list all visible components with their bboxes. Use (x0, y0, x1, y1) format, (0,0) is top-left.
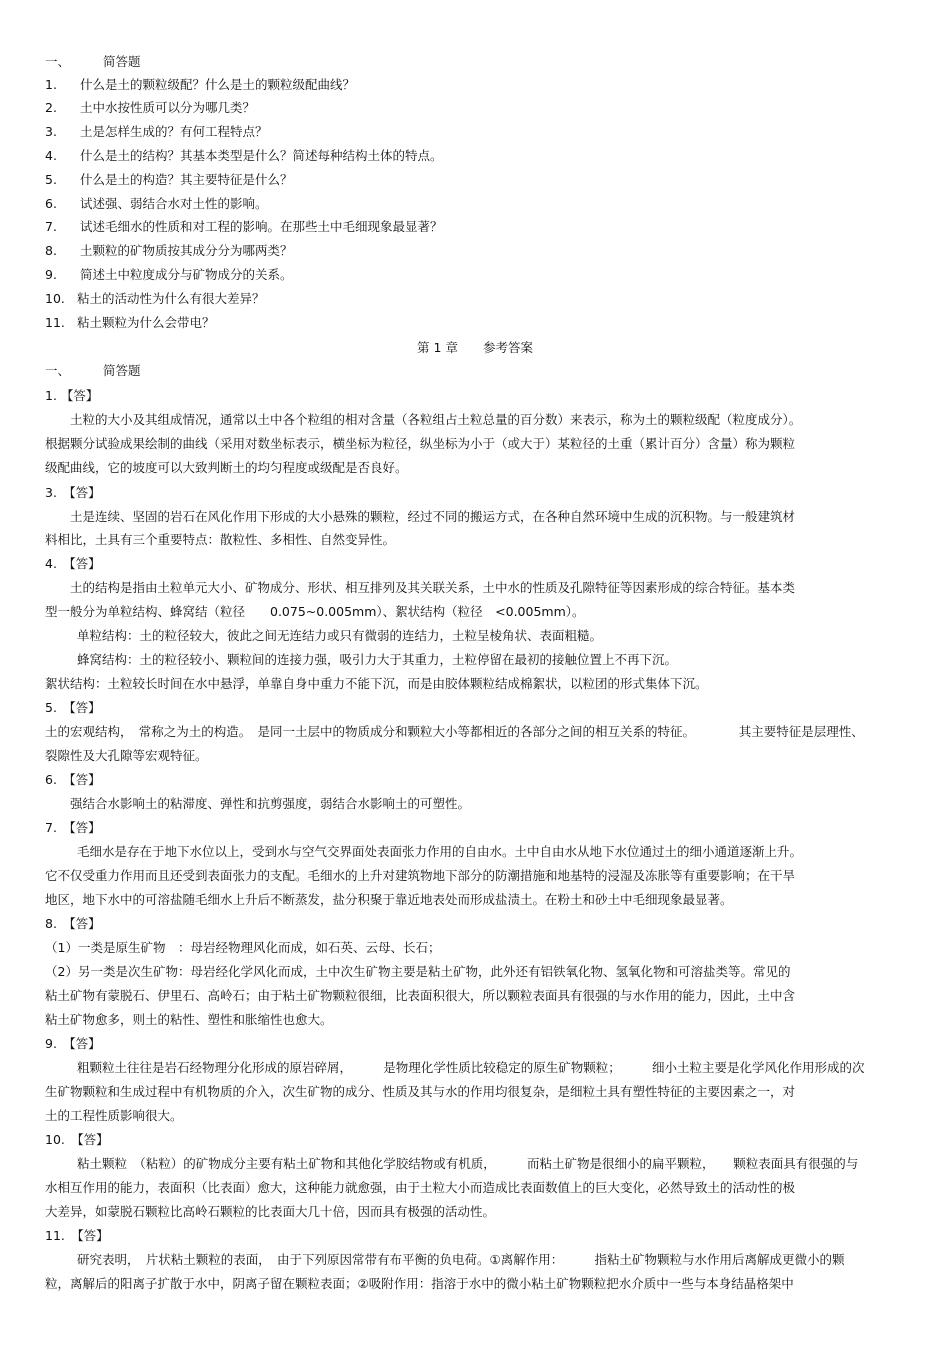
question-number: 3. (45, 124, 57, 139)
question-item (45, 76, 355, 94)
answer-text: 粒，离解后的阳离子扩散于水中，阴离子留在颗粒表面；②吸附作用：指溶于水中的微小粘土矿物颗粒把水介质中一些与本身结晶格架中 (45, 1276, 794, 1291)
answer-text: 裂隙性及大孔隙等宏观特征。 (45, 748, 208, 763)
answer-text: 根据颗分试验成果绘制的曲线（采用对数坐标表示，横坐标为粒径，纵坐标为小于（或大于）某粒径的土重（累计百分）含量）称为颗粒 (45, 436, 796, 451)
answer-text-run: 粘土颗粒 （粘粒）的矿物成分主要有粘土矿物和其他化学胶结物或有机质， 而粘土矿物是很细小的扁平颗粒， 颗粒表面具有很强的与 (77, 1156, 859, 1171)
answer-text-run: 型一般分为单粒结构、蜂窝结（粒径 0.075~0.005mm）、絮状结构（粒径 <0.005mm）。 (45, 604, 585, 619)
question-text: 简述土中粒度成分与矿物成分的关系。 (80, 267, 293, 282)
question-item (45, 290, 265, 308)
answer-text: 单粒结构：土的粒径较大，彼此之间无连结力或只有微弱的连结力，土粒呈棱角状、表面粗糙。 (77, 628, 603, 643)
answer-text: 地区，地下水中的可溶盐随毛细水上升后不断蒸发，盐分积聚于靠近地表处而形成盐渍土。在粉土和砂土中毛细现象最显著。 (45, 892, 733, 907)
answer-text (45, 939, 440, 957)
answer-text (77, 1059, 865, 1077)
question-item (45, 99, 255, 117)
answer-text (77, 1155, 858, 1173)
question-item (45, 195, 268, 213)
question-item (45, 218, 443, 236)
answer-text: 粘土矿物愈多，则土的粘性、塑性和胀缩性也愈大。 (45, 1012, 333, 1027)
question-text: 土颗粒的矿物质按其成分分为哪两类？ (80, 243, 293, 258)
answer-text: 大差异，如蒙脱石颗粒比高岭石颗粒的比表面大几十倍，因而具有极强的活动性。 (45, 1204, 496, 1219)
question-number: 6. (45, 196, 57, 211)
answer-text-run: 粗颗粒土往往是岩石经物理分化形成的原岩碎屑， 是物理化学性质比较稳定的原生矿物颗粒； 细小土粒主要是化学风化作用形成的次 (77, 1060, 865, 1075)
answer-text: 水相互作用的能力，表面积（比表面）愈大，这种能力就愈强，由于土粒大小而造成比表面数值上的巨大变化，必然导致土的活动性的极 (45, 1180, 796, 1195)
question-number: 4. (45, 148, 57, 163)
answer-tag: 5. 【答】 (45, 700, 101, 715)
question-number: 2. (45, 100, 57, 115)
question-item (45, 171, 293, 189)
question-text: 粘土颗粒为什么会带电？ (77, 315, 215, 330)
question-number: 5. (45, 172, 57, 187)
answer-text-run: （1）一类是原生矿物 ：母岩经物理风化而成，如石英、云母、长石； (45, 940, 441, 955)
answer-text: 级配曲线，它的坡度可以大致判断土的均匀程度或级配是否良好。 (45, 460, 408, 475)
question-text: 什么是土的颗粒级配？什么是土的颗粒级配曲线？ (80, 77, 356, 92)
answer-text: 强结合水影响土的粘滞度、弹性和抗剪强度，弱结合水影响土的可塑性。 (70, 796, 471, 811)
answer-tag: 3. 【答】 (45, 485, 101, 500)
answer-text: 它不仅受重力作用而且还受到表面张力的支配。毛细水的上升对建筑物地下部分的防潮措施和地基特的浸湿及冻胀等有重要影响；在干旱 (45, 868, 796, 883)
answer-text (45, 603, 585, 621)
answer-tag: 7. 【答】 (45, 820, 101, 835)
question-number: 8. (45, 243, 57, 258)
answer-tag: 6. 【答】 (45, 772, 101, 787)
answer-tag: 10. 【答】 (45, 1132, 109, 1147)
question-text: 什么是土的构造？其主要特征是什么？ (80, 172, 293, 187)
answer-text (77, 1251, 844, 1269)
question-text: 什么是土的结构？其基本类型是什么？简述每种结构土体的特点。 (80, 148, 443, 163)
section-title: 简答题 (103, 54, 141, 69)
answer-tag: 8. 【答】 (45, 916, 101, 931)
question-item (45, 147, 443, 165)
answer-tag: 11. 【答】 (45, 1228, 109, 1243)
answer-text: （2）另一类是次生矿物：母岩经化学风化而成，土中次生矿物主要是粘土矿物，此外还有铝铁氧化物、氢氧化物和可溶盐类等。常见的 (45, 964, 791, 979)
question-number: 1. (45, 77, 57, 92)
answer-text: 粘土矿物有蒙脱石、伊里石、高岭石；由于粘土矿物颗粒很细，比表面积很大，所以颗粒表面具有很强的与水作用的能力，因此，土中含 (45, 988, 796, 1003)
question-text: 土是怎样生成的？有何工程特点？ (80, 124, 268, 139)
answer-tag: 1. 【答】 (45, 388, 99, 403)
answer-text: 毛细水是存在于地下水位以上，受到水与空气交界面处表面张力作用的自由水。土中自由水从地下水位通过土的细小通道逐渐上升。 (77, 844, 803, 859)
question-item (45, 266, 293, 284)
answer-text-run: 土的宏观结构， 常称之为土的构造。 是同一土层中的物质成分和颗粒大小等都相近的各部分之间的相互关系的特征。 其主要特征是层理性、 (45, 724, 864, 739)
question-text: 试述强、弱结合水对土性的影响。 (80, 196, 268, 211)
answers-heading: 第 1 章 参考答案 (417, 340, 533, 355)
question-number: 11. (45, 315, 65, 330)
question-item (45, 242, 293, 260)
section-number: 一、 (45, 363, 71, 378)
question-item (45, 314, 215, 332)
question-text: 试述毛细水的性质和对工程的影响。在那些土中毛细现象最显著？ (80, 219, 443, 234)
answer-tag: 9. 【答】 (45, 1036, 101, 1051)
question-number: 9. (45, 267, 57, 282)
answer-tag: 4. 【答】 (45, 556, 101, 571)
answer-text: 絮状结构：土粒较长时间在水中悬浮，单靠自身中重力不能下沉，而是由胶体颗粒结成棉絮状，以粒团的形式集体下沉。 (45, 676, 708, 691)
question-number: 10. (45, 291, 65, 306)
answer-text: 蜂窝结构：土的粒径较小、颗粒间的连接力强，吸引力大于其重力，土粒停留在最初的接触位置上不再下沉。 (77, 652, 678, 667)
question-text: 土中水按性质可以分为哪几类？ (80, 100, 256, 115)
answer-text: 土的结构是指由土粒单元大小、矿物成分、形状、相互排列及其关联关系，土中水的性质及孔隙特征等因素形成的综合特征。基本类 (70, 580, 796, 595)
section-heading (45, 53, 141, 71)
section-title: 简答题 (103, 363, 141, 378)
answer-text: 土是连续、坚固的岩石在风化作用下形成的大小悬殊的颗粒，经过不同的搬运方式，在各种自然环境中生成的沉积物。与一般建筑材 (70, 509, 796, 524)
answer-text-run: 研究表明， 片状粘土颗粒的表面， 由于下列原因常带有布平衡的负电荷。①离解作用： 指粘土矿物颗粒与水作用后离解成更微小的颗 (77, 1252, 845, 1267)
answer-text: 生矿物颗粒和生成过程中有机物质的介入，次生矿物的成分、性质及其与水的作用均很复杂，是细粒土具有塑性特征的主要因素之一，对 (45, 1084, 796, 1099)
question-text: 粘土的活动性为什么有很大差异？ (77, 291, 265, 306)
answer-text (45, 723, 864, 741)
answer-text: 料相比，土具有三个重要特点：散粒性、多相性、自然变异性。 (45, 532, 396, 547)
question-item (45, 123, 268, 141)
section-number: 一、 (45, 54, 71, 69)
answer-text: 土的工程性质影响很大。 (45, 1108, 183, 1123)
section-heading (45, 362, 141, 380)
answer-text: 土粒的大小及其组成情况，通常以土中各个粒组的相对含量（各粒组占土粒总量的百分数）来表示，称为土的颗粒级配（粒度成分）。 (70, 412, 802, 427)
question-number: 7. (45, 219, 57, 234)
